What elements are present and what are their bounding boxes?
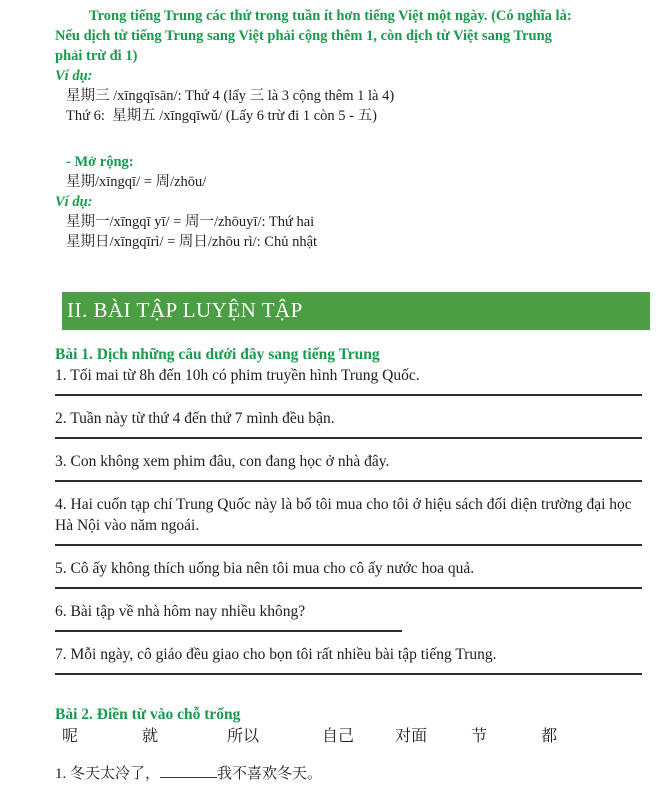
- expansion-rule: 星期/xīngqī/ = 周/zhōu/: [66, 174, 207, 190]
- question-7: [55, 644, 642, 675]
- answer-line: [55, 579, 642, 589]
- word-bank-item: 呢: [62, 728, 79, 745]
- example-label: Ví dụ:: [55, 68, 93, 84]
- answer-line: [55, 429, 642, 439]
- example-line: Thứ 6: 星期五 /xīngqīwǔ/ (Lấy 6 trừ đi 1 còn 5 - 五): [66, 108, 377, 124]
- question-5: [55, 558, 642, 589]
- word-bank-item: 节: [471, 728, 488, 745]
- intro-paragraph: [55, 6, 642, 66]
- question-text: 6. Bài tập về nhà hôm nay nhiều không?: [55, 603, 306, 620]
- fill-in-blank: [160, 764, 217, 778]
- question-text: 1. Tối mai từ 8h đến 10h có phim truyền hình Trung Quốc.: [55, 367, 420, 384]
- question-3: [55, 451, 642, 482]
- word-bank-item: 自己: [322, 728, 355, 745]
- example-label: Ví dụ:: [55, 194, 93, 210]
- intro-line-1: Trong tiếng Trung các thứ trong tuần ít hơn tiếng Việt một ngày. (Có nghĩa là:: [89, 8, 572, 24]
- answer-line: [55, 665, 642, 675]
- example-line: 星期三 /xīngqīsān/: Thứ 4 (lấy 三 là 3 cộng thêm 1 là 4): [66, 88, 395, 104]
- answer-line: [55, 386, 642, 396]
- example-line: 星期一/xīngqī yī/ = 周一/zhōuyī/: Thứ hai: [66, 214, 315, 230]
- exercise1-heading: Bài 1. Dịch những câu dưới đây sang tiếng Trung: [55, 346, 380, 363]
- section-banner: II. BÀI TẬP LUYỆN TẬP: [62, 292, 650, 330]
- fill-question-suffix: 我不喜欢冬天。: [217, 766, 323, 782]
- fill-in-question-1: [55, 764, 642, 784]
- question-text: 5. Cô ấy không thích uống bia nên tôi mua cho cô ấy nước hoa quả.: [55, 560, 475, 577]
- question-text: 7. Mỗi ngày, cô giáo đều giao cho bọn tôi rất nhiều bài tập tiếng Trung.: [55, 646, 497, 663]
- answer-line: [55, 536, 642, 546]
- example-line: 星期日/xīngqīrì/ = 周日/zhōu rì/: Chủ nhật: [66, 234, 318, 250]
- question-1: [55, 365, 642, 396]
- answer-line-short: [55, 622, 402, 632]
- word-bank-item: 就: [142, 728, 159, 745]
- question-text: 3. Con không xem phim đâu, con đang học ở nhà đây.: [55, 453, 390, 470]
- intro-line-3: phải trừ đi 1): [55, 48, 138, 64]
- word-bank-item: 所以: [227, 728, 260, 745]
- exercise2-heading: Bài 2. Điền từ vào chỗ trống: [55, 706, 241, 723]
- question-text: 2. Tuần này từ thứ 4 đến thứ 7 mình đều bận.: [55, 410, 335, 427]
- question-2: [55, 408, 642, 439]
- word-bank-item: 对面: [395, 728, 428, 745]
- fill-question-prefix: 1. 冬天太冷了，: [55, 766, 161, 782]
- intro-line-2: Nếu dịch từ tiếng Trung sang Việt phải cộng thêm 1, còn dịch từ Việt sang Trung: [55, 28, 552, 44]
- word-bank: [55, 728, 642, 746]
- question-4: [55, 494, 642, 546]
- question-text: 4. Hai cuốn tạp chí Trung Quốc này là bố tôi mua cho tôi ở hiệu sách đối diện trường đại học Hà Nội vào năm ngoái.: [55, 496, 632, 534]
- word-bank-item: 都: [541, 728, 558, 745]
- question-6: [55, 601, 642, 632]
- expansion-heading: - Mở rộng:: [66, 154, 134, 170]
- answer-line: [55, 472, 642, 482]
